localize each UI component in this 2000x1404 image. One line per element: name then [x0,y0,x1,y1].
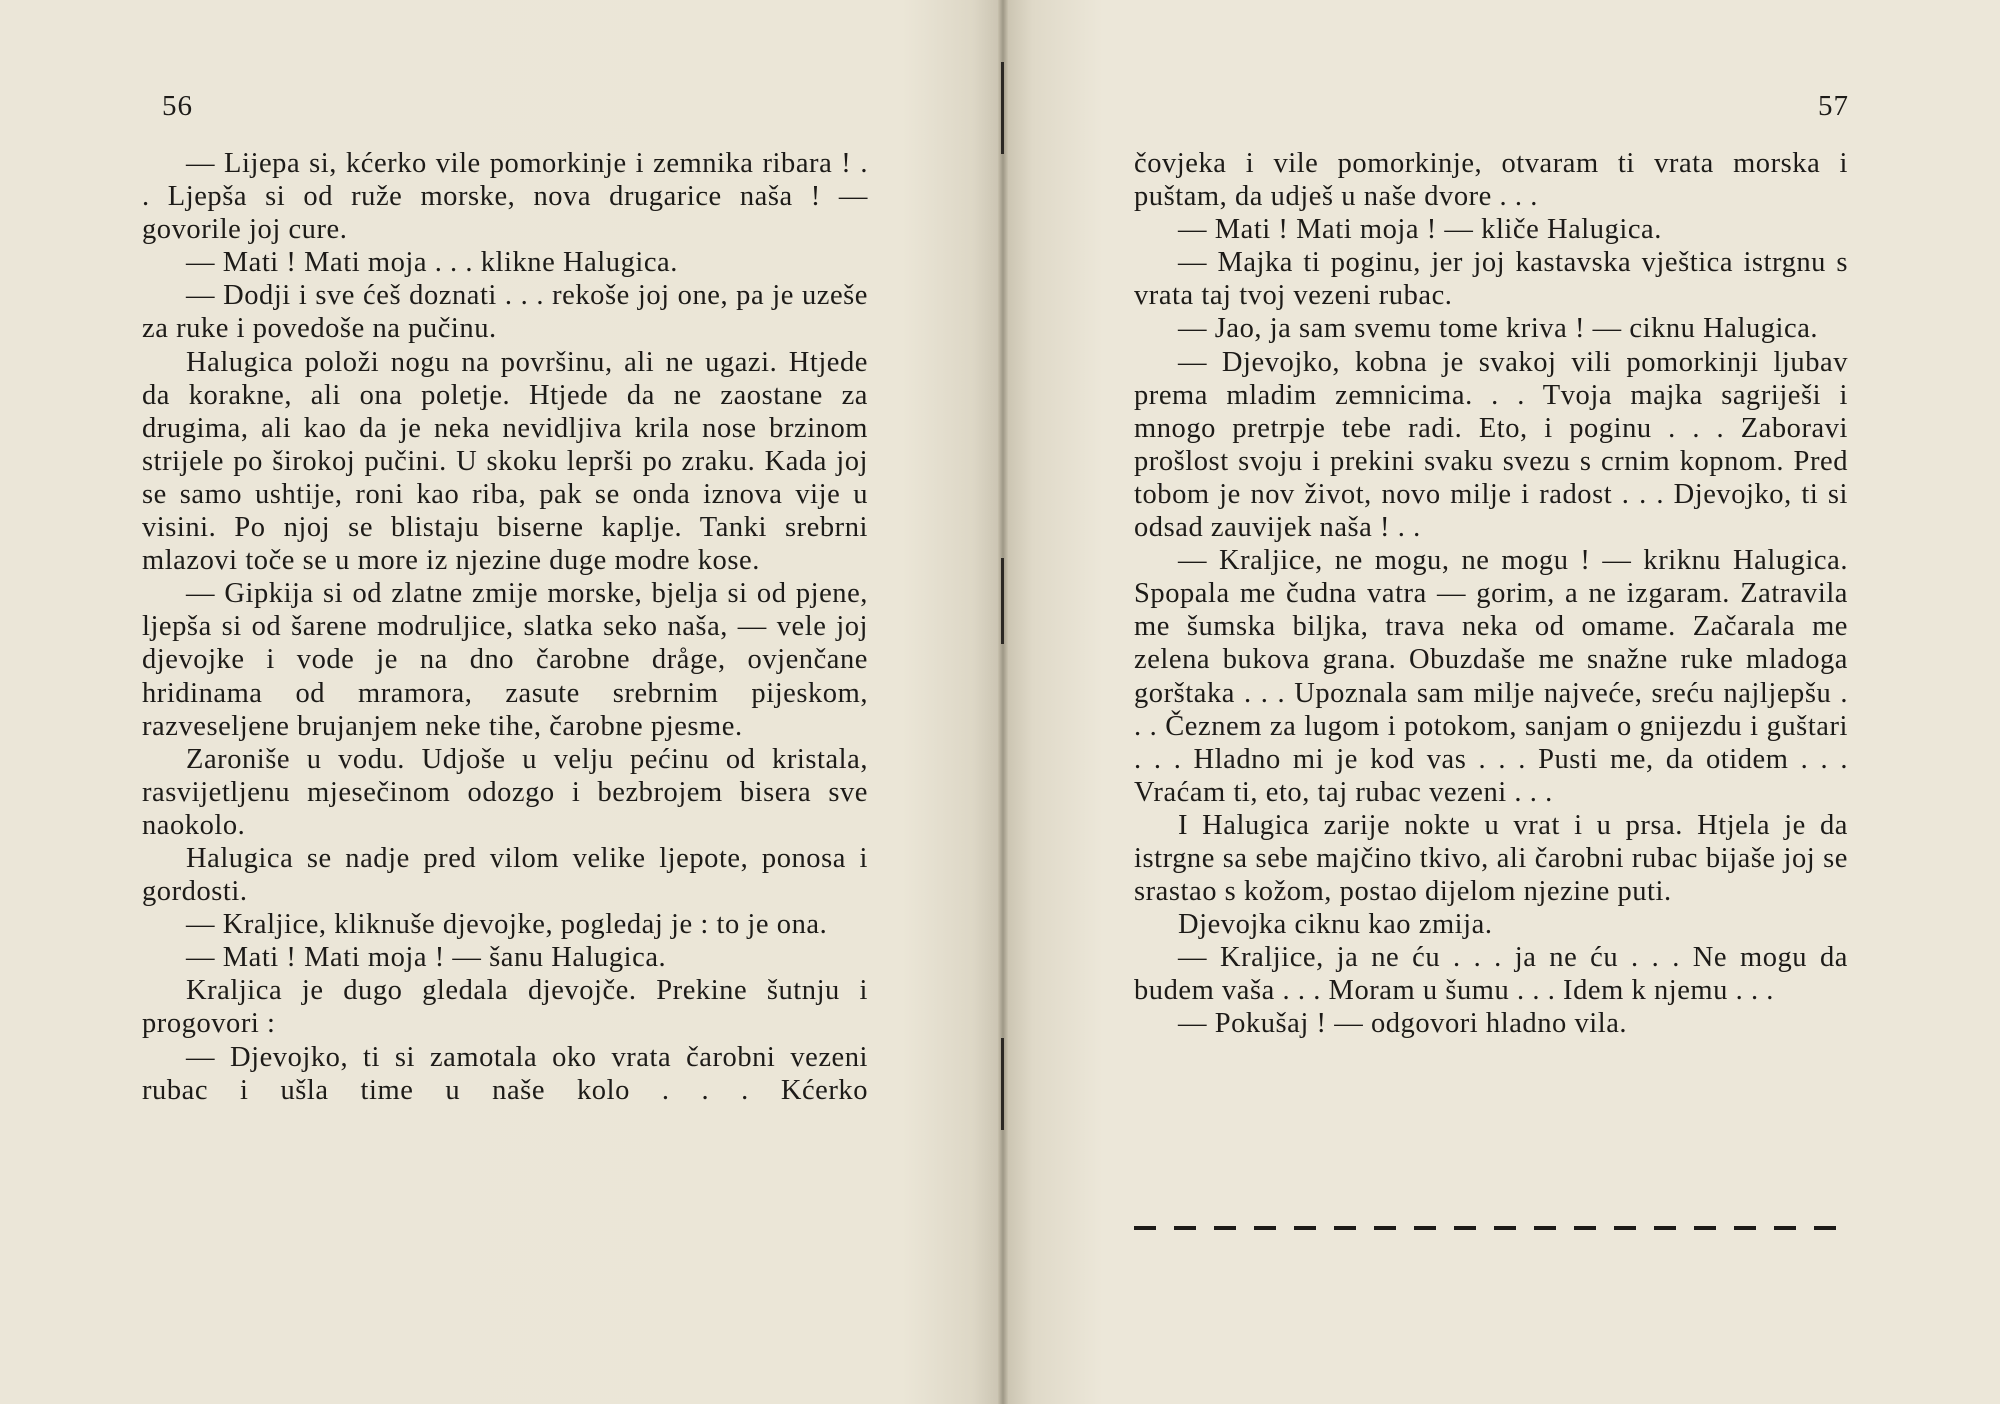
paragraph: Halugica položi nogu na površinu, ali ne ugazi. Htjede da korakne, ali ona poletje. Htjede da ne zaostane za drugima, ali kao da je neka nevidljiva krila nose brzinom strijele po širokoj pučini. U skoku leprši po zraku. Kada joj se samo ushtije, roni kao riba, pak se onda iznova vije u visini. Po njoj se blistaju biserne kaplje. Tanki srebrni mlazovi toče se u more iz njezine duge modre kose. [142,346,868,577]
binding-thread [1001,558,1004,644]
paragraph: — Majka ti poginu, jer joj kastavska vještica istrgnu s vrata taj tvoj vezeni rubac. [1134,247,1848,312]
binding-thread [1001,1038,1004,1130]
right-page [1003,0,2000,1404]
paragraph: — Lijepa si, kćerko vile pomorkinje i zemnika ribara ! . . Ljepša si od ruže morske, nova drugarice naša ! — govorile joj cure. [142,148,868,246]
paragraph: I Halugica zarije nokte u vrat i u prsa. Htjela je da istrgne sa sebe majčino tkivo, ali čarobni rubac bijaše joj se srastao s kožom, postao dijelom njezine puti. [1134,809,1848,908]
paragraph: Halugica se nadje pred vilom velike ljepote, ponosa i gordosti. [142,842,868,908]
paragraph: — Djevojko, kobna je svakoj vili pomorkinji ljubav prema mladim zemnicima. . . Tvoja majka sagriješi i mnogo pretrpje tebe radi. Eto, i poginu . . . Zaboravi prošlost svoju i prekini svaku svezu s crnim kopnom. Pred tobom je nov život, novo milje i radost . . . Djevojko, ti si odsad zauvijek naša ! . . [1134,346,1848,544]
paragraph: čovjeka i vile pomorkinje, otvaram ti vrata morska i puštam, da udješ u naše dvore . . . [1134,148,1848,213]
book-gutter [998,0,1008,1404]
paragraph: — Mati ! Mati moja ! — šanu Halugica. [186,942,667,974]
paragraph: — Mati ! Mati moja ! — kliče Halugica. [1178,214,1662,246]
paragraph: — Jao, ja sam svemu tome kriva ! — ciknu Halugica. [1178,313,1819,345]
paragraph: Djevojka ciknu kao zmija. [1178,909,1493,941]
paragraph: — Gipkija si od zlatne zmije morske, bjelja si od pjene, ljepša si od šarene modruljice, slatka seko naša, — vele joj djevojke i vode je na dno čarobne dråge, ovjenčane hridinama od mramora, zasute srebrnim pijeskom, razveseljene brujanjem neke tihe, čarobne pjesme. [142,578,868,742]
paragraph: — Djevojko, ti si zamotala oko vrata čarobni vezeni rubac i ušla time u naše kolo . . . Kćerko [142,1041,868,1106]
page-number: 57 [1818,90,1849,122]
dashed-section-rule [1134,1226,1848,1230]
paragraph: — Pokušaj ! — odgovori hladno vila. [1178,1008,1628,1040]
paragraph: Zaroniše u vodu. Udjoše u velju pećinu od kristala, rasvijetljenu mjesečinom odozgo i bezbrojem bisera sve naokolo. [142,743,868,841]
paragraph: — Kraljice, ja ne ću . . . ja ne ću . . . Ne mogu da budem vaša . . . Moram u šumu . . . Idem k njemu . . . [1134,942,1848,1007]
binding-thread [1001,62,1004,154]
paragraph: Kraljica je dugo gledala djevojče. Prekine šutnju i progovori : [142,975,868,1040]
paragraph: — Dodji i sve ćeš doznati . . . rekoše joj one, pa je uzeše za ruke i povedoše na pučinu. [142,280,868,345]
paragraph: — Kraljice, ne mogu, ne mogu ! — kriknu Halugica. Spopala me čudna vatra — gorim, a ne izgaram. Zatravila me šumska biljka, trava neka od omame. Začarala me zelena bukova grana. Obuzdaše me snažne ruke mladoga gorštaka . . . Upoznala sam milje najveće, sreću najljepšu . . . Čeznem za lugom i potokom, sanjam o gnijezdu i guštari . . . Hladno mi je kod vas . . . Pusti me, da otidem . . . Vraćam ti, eto, taj rubac vezeni . . . [1134,545,1848,808]
paragraph: — Mati ! Mati moja . . . klikne Halugica. [186,247,678,279]
paragraph: — Kraljice, kliknuše djevojke, pogledaj je : to je ona. [186,909,828,941]
page-number: 56 [162,90,193,122]
page-text [142,147,868,1107]
page-text [1134,147,1848,1041]
